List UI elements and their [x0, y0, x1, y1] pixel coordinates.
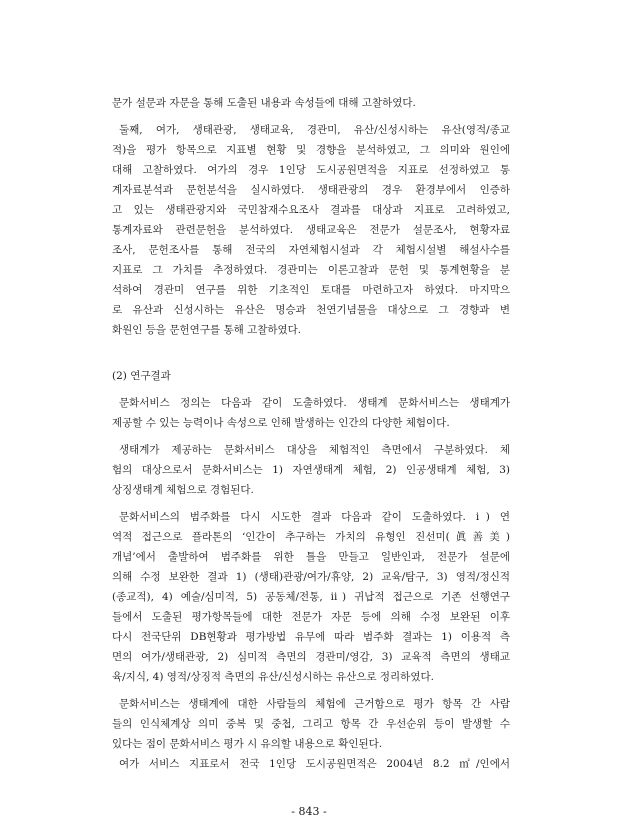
- text-line: 다시 전국단위 DB현황과 평가방법 유무에 따라 범주화 결과는 1) 이용적 측: [112, 631, 510, 643]
- section-heading: (2) 연구결과: [112, 370, 171, 382]
- text-line: 석하여 경관미 연구를 위한 기초적인 토대를 마련하고자 하였다. 마지막으: [112, 284, 510, 296]
- text-line: 들의 인식체계상 의미 중복 및 중첩, 그리고 항목 간 우선순위 등이 발생할 수: [112, 718, 510, 730]
- text-line: 대해 고찰하였다. 여가의 경우 1인당 도시공원면적을 지표로 선정하였고 통: [112, 164, 510, 176]
- text-line: 문화서비스의 범주화를 다시 시도한 결과 다음과 같이 도출하였다. ⅰ) 연: [119, 511, 510, 523]
- text-line: (종교적), 4) 예술/심미적, 5) 공동체/전통, ⅱ) 귀납적 접근으로 기존 선행연구: [112, 591, 510, 603]
- text-line: 면의 여가/생태관광, 2) 심미적 측면의 경관미/영감, 3) 교육적 측면의 생태교: [112, 651, 510, 663]
- text-line: 육/지식, 4) 영적/상징적 측면의 유산/신성시하는 유산으로 정리하였다.: [112, 671, 434, 683]
- text-line: 계자료분석과 문헌분석을 실시하였다. 생태관광의 경우 환경부에서 인증하: [112, 184, 510, 196]
- text-line: 지표로 그 가치를 추정하였다. 경관미는 이론고찰과 문헌 및 통계현황을 분: [112, 264, 510, 276]
- text-line: 의해 수정 보완한 결과 1) (생태)관광/여가/휴양, 2) 교육/탐구, 3) 영적/정신적: [112, 571, 510, 583]
- text-line: 역적 접근으로 플라톤의 ‘인간이 추구하는 가치의 유형인 진선미(眞善美): [112, 531, 510, 543]
- text-line: 통계자료와 관련문헌을 분석하였다. 생태교육은 전문가 설문조사, 현황자료: [112, 224, 510, 236]
- text-line: 문화서비스 정의는 다음과 같이 도출하였다. 생태계 문화서비스는 생태계가: [119, 397, 510, 409]
- text-line: 문화서비스는 생태계에 대한 사람들의 체험에 근거함으로 평가 항목 간 사람: [119, 698, 510, 710]
- text-line: 개념’에서 출발하여 범주화를 위한 틀을 만들고 일반인과, 전문가 설문에: [112, 551, 510, 563]
- text-line: 로 유산과 신성시하는 유산은 명승과 천연기념물을 대상으로 그 경향과 변: [112, 304, 510, 316]
- text-line: 있다는 점이 문화서비스 평가 시 유의할 내용으로 확인된다.: [112, 738, 383, 750]
- text-line: 적)을 평가 항목으로 지표별 현황 및 경향을 분석하였고, 그 의미와 원인에: [112, 144, 510, 156]
- text-line: 생태계가 제공하는 문화서비스 대상을 체험적인 측면에서 구분하였다. 체: [119, 444, 510, 456]
- text-line: 화원인 등을 문헌연구를 통해 고찰하였다.: [112, 324, 302, 336]
- text-line: 조사, 문헌조사를 통해 전국의 자연체험시설과 각 체험시설별 해설사수를: [112, 244, 510, 256]
- text-line: 험의 대상으로서 문화서비스는 1) 자연생태계 체험, 2) 인공생태계 체험, 3): [112, 464, 510, 476]
- page-number: - 843 -: [291, 805, 327, 818]
- text-line: 들에서 도출된 평가항목들에 대한 전문가 자문 등에 의해 수정 보완된 이후: [112, 611, 510, 623]
- text-line: 둘째, 여가, 생태관광, 생태교육, 경관미, 유산/신성시하는 유산(영적/종교: [119, 124, 510, 136]
- text-line: 여가 서비스 지표로서 전국 1인당 도시공원면적은 2004년 8.2 ㎡/인에서: [119, 758, 510, 770]
- text-line: 문가 설문과 자문을 통해 도출된 내용과 속성들에 대해 고찰하였다.: [112, 97, 416, 109]
- text-line: 상징생태계 체험으로 경험된다.: [112, 484, 254, 496]
- text-line: 제공할 수 있는 능력이나 속성으로 인해 발생하는 인간의 다양한 체험이다.: [112, 417, 450, 429]
- text-line: 고 있는 생태관광지와 국민참재수요조사 결과를 대상과 지표로 고려하였고,: [112, 204, 510, 216]
